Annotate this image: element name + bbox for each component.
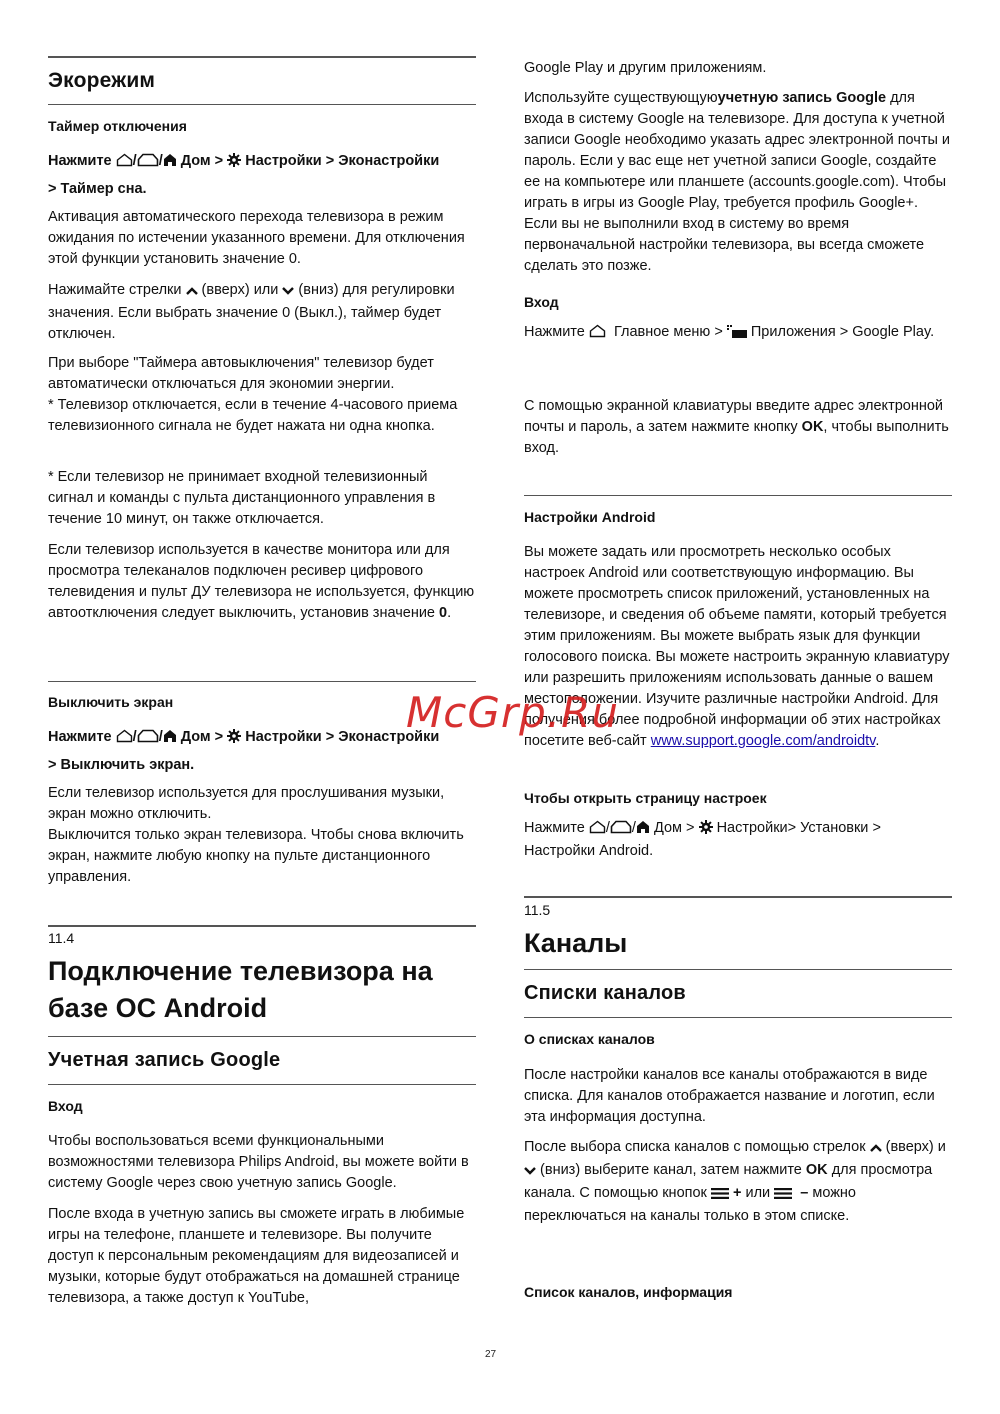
paragraph: При выборе "Таймера автовыключения" телевизор будет автоматически отключаться для экономии энергии. * Телевизор отключается, если в течение 4-часового приема телевизионного сигнала не будет нажата ни одна кнопка. (48, 355, 458, 434)
arrow-up-icon (870, 1139, 882, 1160)
home-outline-icon (589, 324, 606, 345)
support-link[interactable]: www.support.google.com/androidtv (650, 733, 876, 749)
divider (48, 1084, 476, 1085)
subsection-title-google-account: Учетная запись Google (48, 1049, 281, 1071)
gear-icon (699, 820, 713, 841)
paragraph: * Если телевизор не принимает входной телевизионный сигнал и команды с пульта дистанционного управления в течение 10 минут, он также отключается. (48, 469, 436, 527)
heading-screen-off: Выключить экран (48, 694, 174, 710)
paragraph: Если телевизор используется в качестве монитора или для просмотра телеканалов подключен ресивер цифрового телевидения и пульт ДУ телевизора не используется, функцию автоотключения следует выключить, установив значение 0. (48, 542, 475, 621)
paragraph: После настройки каналов все каналы отображаются в виде списка. Для каналов отображается название и логотип, если эта информация доступна. (524, 1067, 935, 1125)
list-icon (774, 1185, 792, 1206)
home-wide-icon (610, 820, 632, 841)
arrow-up-icon (186, 282, 198, 303)
divider (524, 495, 952, 496)
section-title-android: Подключение телевизора на базе ОС Android (48, 956, 433, 1023)
nav-path-google-play: Нажмите Главное меню > Приложения > Google Play. (524, 322, 952, 345)
paragraph: Вы можете задать или просмотреть несколько особых настроек Android или соответствующую информацию. Вы можете просмотреть список приложений, установленных на телевизоре, и сведения об объеме памяти, который требуется этим приложениям. Вы можете выбрать язык для функции голосового поиска. Вы можете настроить экранную клавиатуру или разрешить приложениям использовать данные о вашем местоположении. Изучите различные настройки Android. Для получения более подробной информации об этих настройках посетите веб-сайт www.support.google.com/androidtv. (524, 544, 950, 749)
paragraph: Нажимайте стрелки (вверх) или (вниз) для регулировки значения. Если выбрать значение 0 (Выкл.), таймер будет отключен. (48, 282, 455, 342)
home-filled-icon (636, 820, 650, 841)
home-filled-icon (163, 726, 177, 752)
home-wide-icon (137, 150, 159, 176)
nav-path-screen-off: Нажмите / / Дом > Настройки > Эконастройки > Выключить экран. (48, 724, 476, 778)
heading-android-settings: Настройки Android (524, 509, 656, 525)
heading-channel-list-info: Список каналов, информация (524, 1284, 733, 1300)
page-number: 27 (485, 1349, 497, 1360)
divider (524, 896, 952, 898)
paragraph: После входа в учетную запись вы сможете играть в любимые игры на телефоне, планшете и телевизоре. Вы получите доступ к персональным рекомендациям для видеозаписей и музыки, которые будут отображаться на домашней странице телевизора, а также доступ к YouTube, (48, 1206, 465, 1306)
arrow-down-icon (282, 282, 294, 303)
heading-open-settings: Чтобы открыть страницу настроек (524, 790, 767, 806)
heading-sleep-timer: Таймер отключения (48, 118, 187, 134)
divider (48, 104, 476, 105)
divider (48, 681, 476, 682)
divider (48, 1036, 476, 1037)
heading-login-right: Вход (524, 294, 559, 310)
heading-login: Вход (48, 1098, 83, 1114)
nav-path-sleep-timer: Нажмите / / Дом > Настройки > Эконастройки > Таймер сна. (48, 148, 476, 202)
subsection-title-channel-lists: Списки каналов (524, 982, 686, 1004)
watermark: McGrp.Ru (406, 688, 619, 737)
list-icon (711, 1185, 729, 1206)
paragraph: Google Play и другим приложениям. (524, 60, 767, 76)
apps-icon (727, 324, 747, 345)
paragraph: Активация автоматического перехода телевизора в режим ожидания по истечении указанного времени. Для отключения этой функции установить значение 0. (48, 209, 465, 267)
home-outline-icon (589, 820, 606, 841)
home-wide-icon (137, 726, 159, 752)
paragraph: Чтобы воспользоваться всеми функциональными возможностями телевизора Philips Android, вы можете войти в систему Google через свою учетную запись Google. (48, 1133, 469, 1191)
gear-icon (227, 150, 241, 176)
paragraph: С помощью экранной клавиатуры введите адрес электронной почты и пароль, а затем нажмите кнопку OK, чтобы выполнить вход. (524, 398, 949, 456)
divider (48, 925, 476, 927)
divider (524, 969, 952, 970)
section-title-eco: Экорежим (48, 69, 156, 92)
divider (48, 56, 476, 58)
home-filled-icon (163, 150, 177, 176)
home-outline-icon (116, 150, 133, 176)
home-outline-icon (116, 726, 133, 752)
divider (524, 1017, 952, 1018)
arrow-down-icon (524, 1162, 536, 1183)
paragraph: После выбора списка каналов с помощью стрелок (вверх) и (вниз) выберите канал, затем нажмите OK для просмотра канала. С помощью кнопок + или – можно переключаться на каналы только в этом списке. (524, 1139, 946, 1224)
paragraph: Используйте существующуюучетную запись Google для входа в систему Google на телевизоре. Для доступа к учетной записи Google необходимо указать адрес электронной почты и пароль. Если у вас еще нет учетной записи Google, создайте ее на компьютере или планшете (accounts.google.com). Чтобы играть в игры из Google Play, требуется профиль Google+. Если вы не выполнили вход в систему во время первоначальной настройки телевизора, вы всегда сможете сделать это позже. (524, 90, 951, 274)
section-number: 11.5 (524, 902, 551, 918)
paragraph: Если телевизор используется для прослушивания музыки, экран можно отключить. Выключится только экран телевизора. Чтобы снова включить экран, нажмите любую кнопку на пульте дистанционного управления. (48, 785, 464, 885)
nav-path-android-settings: Нажмите / / Дом > Настройки> Установки > Настройки Android. (524, 820, 881, 859)
heading-about-lists: О списках каналов (524, 1031, 655, 1047)
section-title-channels: Каналы (524, 928, 628, 958)
section-number: 11.4 (48, 930, 75, 946)
gear-icon (227, 726, 241, 752)
